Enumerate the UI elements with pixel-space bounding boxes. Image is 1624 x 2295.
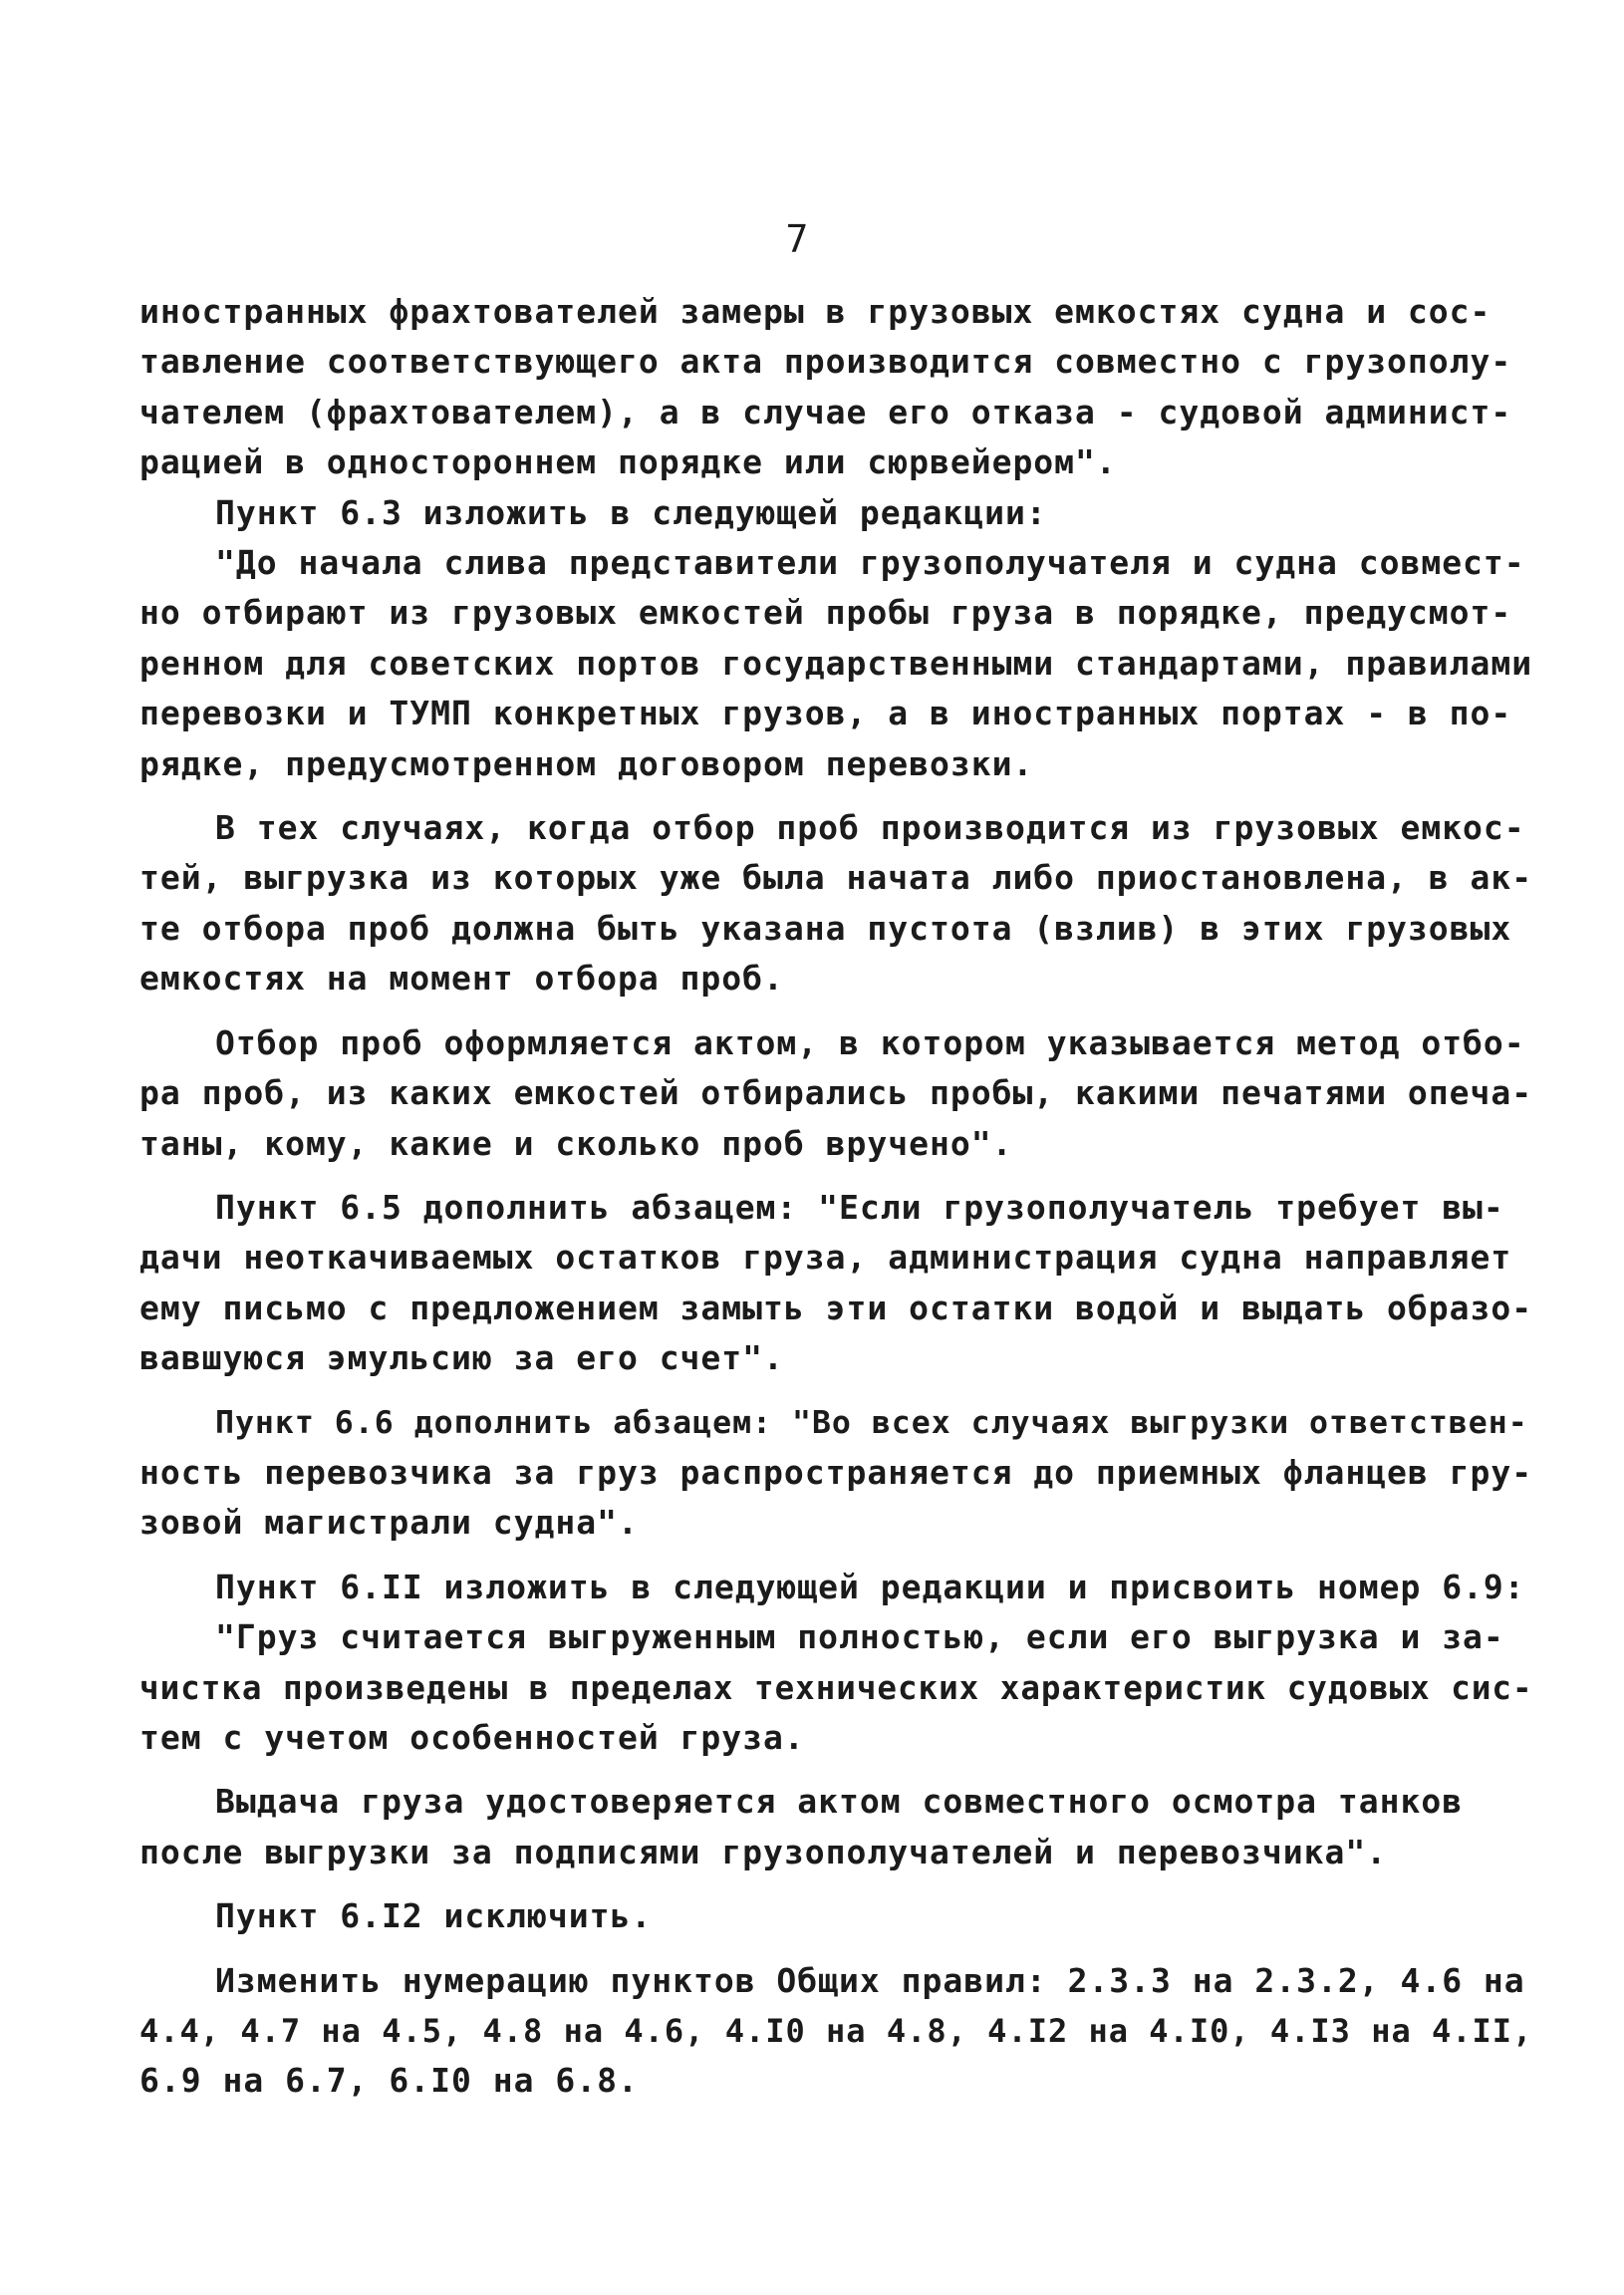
- text-line: 4.4, 4.7 на 4.5, 4.8 на 4.6, 4.I0 на 4.8, 4.I2 на 4.I0, 4.I3 на 4.II,: [139, 2012, 1533, 2050]
- text-line: Пункт 6.II изложить в следующей редакции и присвоить номер 6.9:: [215, 1567, 1525, 1606]
- text-line: В тех случаях, когда отбор проб производится из грузовых емкос-: [215, 808, 1525, 848]
- text-line: чистка произведены в пределах технических характеристик судовых сис-: [139, 1668, 1533, 1707]
- text-line: те отбора проб должна быть указана пустота (взлив) в этих грузовых: [139, 908, 1512, 948]
- text-line: но отбирают из грузовых емкостей пробы груза в порядке, предусмот-: [139, 593, 1512, 633]
- text-line: иностранных фрахтователей замеры в грузовых емкостях судна и сос-: [139, 292, 1491, 331]
- text-line: Пункт 6.I2 исключить.: [215, 1896, 653, 1936]
- text-line: ренном для советских портов государственными стандартами, правилами: [139, 643, 1533, 683]
- page-number: 7: [785, 217, 809, 261]
- text-line: рацией в одностороннем порядке или сюрвейером".: [139, 442, 1117, 482]
- text-line: тавление соответствующего акта производится совместно с грузополу-: [139, 342, 1512, 382]
- text-line: Изменить нумерацию пунктов Общих правил: 2.3.3 на 2.3.2, 4.6 на: [215, 1960, 1525, 2000]
- text-line: Пункт 6.3 изложить в следующей редакции:: [215, 492, 1047, 532]
- text-line: Пункт 6.6 дополнить абзацем: "Во всех случаях выгрузки ответствен-: [215, 1404, 1528, 1441]
- text-line: ность перевозчика за груз распространяется до приемных фланцев гру-: [139, 1452, 1533, 1492]
- text-line: перевозки и ТУМП конкретных грузов, а в иностранных портах - в по-: [139, 694, 1512, 733]
- text-line: чателем (фрахтователем), а в случае его отказа - судовой админист-: [139, 392, 1512, 431]
- text-line: Отбор проб оформляется актом, в котором указывается метод отбо-: [215, 1022, 1525, 1062]
- text-line: ра проб, из каких емкостей отбирались пробы, какими печатями опеча-: [139, 1073, 1533, 1113]
- text-line: после выгрузки за подписями грузополучателей и перевозчика".: [139, 1832, 1388, 1871]
- text-line: Выдача груза удостоверяется актом совместного осмотра танков: [215, 1782, 1464, 1822]
- text-line: "До начала слива представители грузополучателя и судна совмест-: [215, 543, 1525, 583]
- text-line: рядке, предусмотренном договором перевозки.: [139, 743, 1034, 783]
- text-line: Пункт 6.5 дополнить абзацем: "Если грузополучатель требует вы-: [215, 1187, 1504, 1227]
- text-line: дачи неоткачиваемых остатков груза, администрация судна направляет: [139, 1238, 1512, 1278]
- text-line: таны, кому, какие и сколько проб вручено".: [139, 1123, 1013, 1163]
- text-line: ему письмо с предложением замыть эти остатки водой и выдать образо-: [139, 1288, 1533, 1327]
- text-line: "Груз считается выгруженным полностью, если его выгрузка и за-: [215, 1617, 1504, 1657]
- text-line: тей, выгрузка из которых уже была начата либо приостановлена, в ак-: [139, 858, 1533, 898]
- text-line: емкостях на момент отбора проб.: [139, 959, 784, 999]
- text-line: вавшуюся эмульсию за его счет".: [139, 1338, 784, 1378]
- document-body: [139, 287, 1534, 2107]
- text-line: 6.9 на 6.7, 6.I0 на 6.8.: [139, 2061, 639, 2101]
- text-line: зовой магистрали судна".: [139, 1503, 639, 1543]
- text-line: тем с учетом особенностей груза.: [139, 1717, 805, 1757]
